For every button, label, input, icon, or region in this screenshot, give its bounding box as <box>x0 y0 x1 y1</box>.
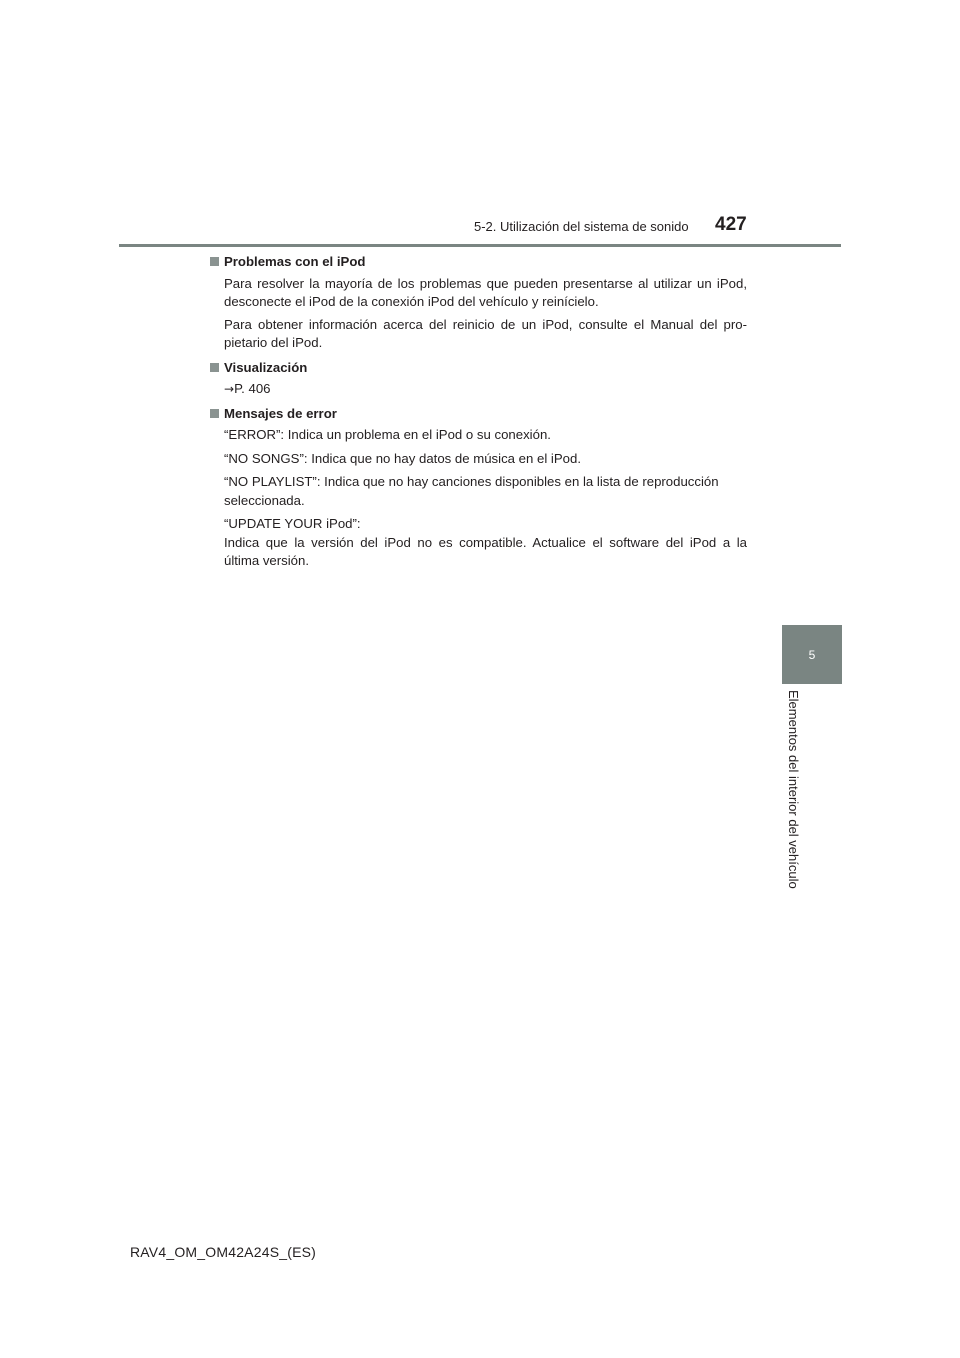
error-description: Indica que no hay datos de música en el iPod. <box>311 450 581 466</box>
error-description: Indica que la versión del iPod no es compatible. Actualice el software del iPod a la <box>224 534 747 550</box>
error-message-item <box>224 473 747 510</box>
header-divider <box>119 244 841 247</box>
chapter-side-label <box>786 690 960 889</box>
error-code: “NO PLAYLIST”: <box>224 474 321 489</box>
square-bullet-icon <box>210 409 219 418</box>
section-body <box>210 426 747 571</box>
error-message-item <box>224 450 747 469</box>
chapter-tab[interactable] <box>782 625 842 684</box>
error-description-continued: última versión. <box>224 553 310 568</box>
section-body <box>210 275 747 353</box>
section-body <box>210 380 747 399</box>
error-message-item <box>224 426 747 445</box>
header-section-title: 5-2. Utilización del sistema de sonido <box>474 219 689 234</box>
arrow-right-icon: → <box>224 382 235 396</box>
main-content <box>210 253 747 577</box>
error-description: Indica que no hay canciones disponibles en la lista de reproducción seleccionada. <box>224 474 719 508</box>
error-message-item <box>224 515 747 571</box>
section-heading: Visualización <box>210 359 747 378</box>
section-heading: Problemas con el iPod <box>210 253 747 272</box>
error-description: Indica un problema en el iPod o su conexión. <box>287 427 551 442</box>
square-bullet-icon <box>210 257 219 266</box>
page-reference-link[interactable]: →P. 406 <box>224 381 271 396</box>
chapter-number: 5 <box>808 647 816 662</box>
section-error-messages <box>210 405 747 571</box>
document-code: RAV4_OM_OM42A24S_(ES) <box>130 1244 317 1260</box>
error-code: “UPDATE YOUR iPod”: <box>224 516 361 531</box>
paragraph: Para resolver la mayoría de los problemas que pueden presentarse al utilizar un iPod, desconecte el iPod de la conexión iPod del vehículo y reinícielo. <box>224 275 747 309</box>
paragraph: Para obtener información acerca del reinicio de un iPod, consulte el Manual del pro- pietario del iPod. <box>224 316 747 350</box>
section-heading: Mensajes de error <box>210 405 747 424</box>
page-number: 427 <box>715 214 747 235</box>
error-code: “NO SONGS”: <box>224 450 308 466</box>
chapter-title: Elementos del interior del vehículo <box>786 690 801 889</box>
square-bullet-icon <box>210 363 219 372</box>
section-display <box>210 359 747 399</box>
error-code: “ERROR”: <box>224 427 285 442</box>
section-ipod-problems <box>210 253 747 353</box>
